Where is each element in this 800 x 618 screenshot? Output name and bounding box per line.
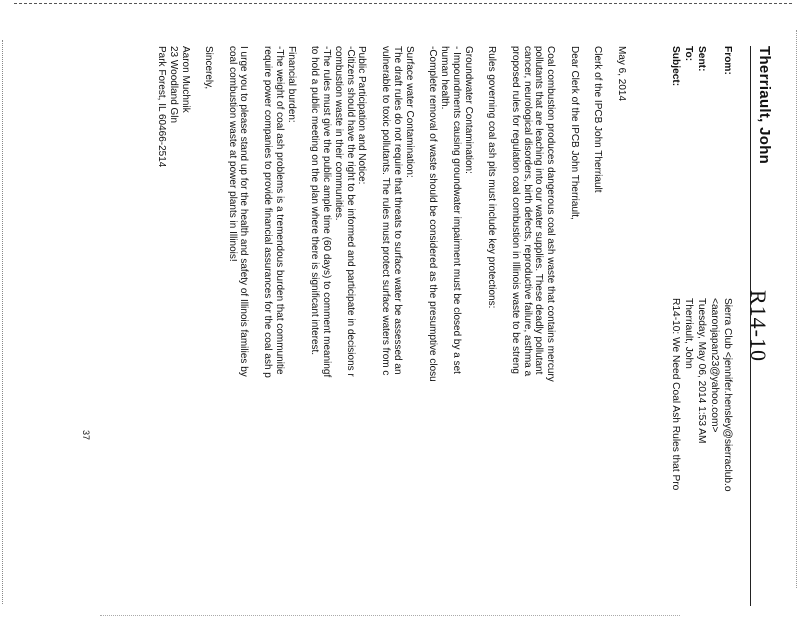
intro-line: cancer, neurological disorders, birth defects, reproductive failure, asthma a [521,46,533,377]
letter-body [155,46,627,606]
letter-date: May 6, 2014 [616,46,627,102]
meta-label-from: From: [722,46,733,75]
sender-header-name: Therriault, John [756,46,773,165]
meta-label-subject: Subject: [670,46,681,87]
meta-row-subject [667,46,681,606]
surface-water-line: The draft rules do not require that threats to surface water be assessed an [391,46,403,375]
closing-request-line: coal combustion waste at power plants in Illinois! [226,46,238,262]
letter-salutation: Dear Clerk of the IPCB John Therriault, [568,46,580,220]
intro-line: Coal combustion produces dangerous coal ash waste that contains mercury [545,46,557,382]
intro-line: pollutants that are leaching into our water supplies. These deadly pollutant [533,46,545,375]
closing-request-line: I urge you to please stand up for the health and safety of Illinois families by [238,46,250,377]
public-participation-line: combustion waste in their communities. [332,46,344,221]
meta-row-sent [693,46,707,606]
meta-value-subject: R14-10: We Need Coal Ash Rules that Pro [670,298,681,491]
groundwater-line: - Impoundments causing groundwater impairment must be closed by a set [450,46,462,374]
public-participation-line: -Citizens should have the right to be informed and participate in decisions r [344,46,356,377]
page-number: 37 [81,430,91,441]
meta-value-to: Therriault, John [683,298,694,369]
key-protections-line: Rules governing coal ash pits must include key protections: [486,46,498,309]
financial-line: -The weight of coal ash problems is a tremendous burden that communitie [273,46,285,375]
scan-edge-bottom [100,615,680,616]
meta-label-sent: Sent: [696,46,707,72]
financial-heading: Financial burden: [285,46,297,123]
signoff: Sincerely, [203,46,215,90]
rotated-document-page [67,0,777,608]
meta-value-sent: Tuesday, May 06, 2014 1:53 AM [696,298,707,444]
groundwater-heading: Groundwater Contamination: [462,46,474,174]
meta-value-email: <aaronjapan23@yahoo.com> [709,298,720,433]
public-participation-line: to hold a public meeting on the plan where there is significant interest. [309,46,321,356]
intro-line: proposed rules for regulation coal combustion in Illinois waste to be streng [509,46,521,374]
meta-row-from [719,46,733,606]
public-participation-line: -The rules must give the public ample time (60 days) to comment meaningf [321,46,333,378]
header-rule [750,46,751,606]
surface-water-line: vulnerable to toxic pollutants. The rules must protect surface waters from c [380,46,392,376]
signature-name: Aaron Muchnik [179,46,191,113]
meta-label-to: To: [683,46,694,62]
scan-edge-left [2,40,3,604]
public-participation-heading: Public Participation and Notice: [356,46,368,185]
scan-edge-right [796,30,797,588]
meta-value-from: Sierra Club <jennifer.hensley@sierraclub.o [722,298,733,492]
meta-row-from-continued [706,46,720,606]
surface-water-heading: Surface water Contamination: [403,46,415,178]
groundwater-line: -Complete removal of waste should be considered as the presumptive closu [427,46,439,382]
financial-line: require power companies to provide financial assurances for the coal ash p [262,46,274,378]
meta-row-to [680,46,694,606]
signature-city: Park Forest, IL 60466-2514 [155,46,167,168]
signature-street: 23 Woodland Gln [167,46,179,124]
letter-recipient: Clerk of the IPCB John Therriault [592,46,604,193]
groundwater-line: human health. [439,46,451,110]
document-id-stamp: R14-10 [746,290,771,362]
